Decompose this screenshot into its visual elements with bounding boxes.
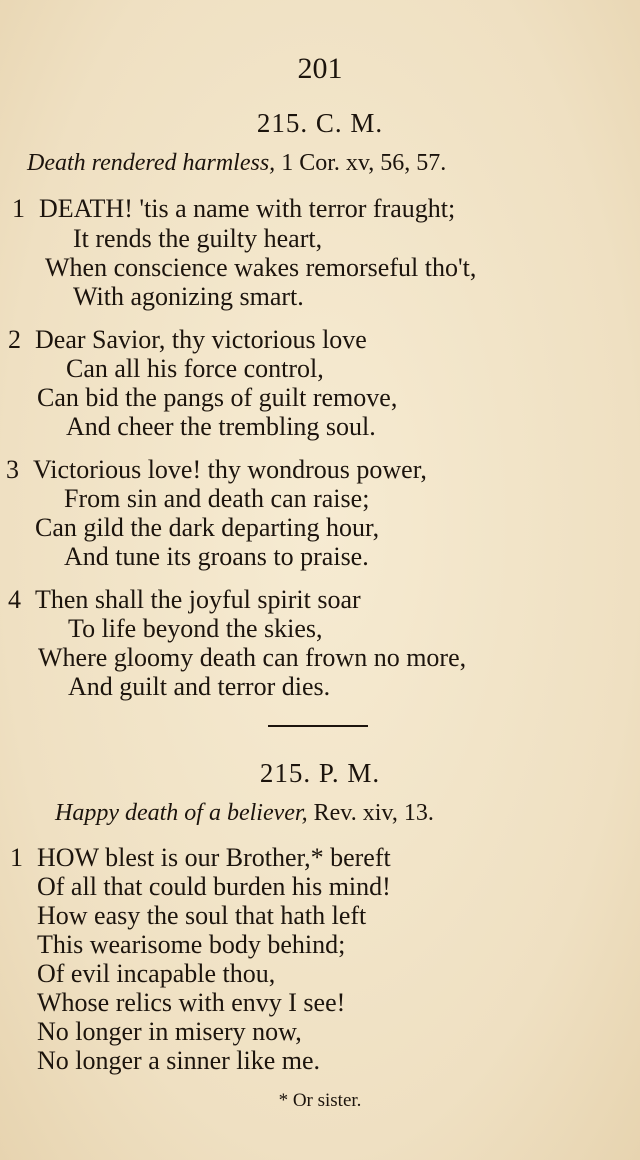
verse-number: 4 [8,585,21,614]
verse-number: 3 [6,455,19,484]
page-number: 201 [297,52,343,85]
verse-line: Can bid the pangs of guilt remove, [37,383,398,412]
hymn-2-reference: Rev. xiv, 13. [313,800,434,826]
verse-line: No longer a sinner like me. [37,1046,321,1075]
footnote: * Or sister. [278,1090,362,1111]
verse-line: No longer in misery now, [37,1017,302,1046]
hymn-1-subject: Death rendered harmless, [27,150,276,176]
hymn-2-subtitle [55,800,434,827]
verse-line: 1 DEATH! 'tis a name with terror fraught; [12,194,456,223]
verse-number: 1 [10,843,23,872]
verse-line: 4 Then shall the joyful spirit soar [8,585,361,614]
verse-line: How easy the soul that hath left [37,901,367,930]
verse-line: From sin and death can raise; [64,484,370,513]
verse-number: 1 [12,194,25,223]
verse-number: 2 [8,325,21,354]
verse-line: And cheer the trembling soul. [66,412,376,441]
verse-line: And tune its groans to praise. [64,542,369,571]
verse-line: When conscience wakes remorseful tho't, [45,253,477,282]
verse-line: It rends the guilty heart, [73,224,323,253]
verse-line: With agonizing smart. [73,282,304,311]
verse-line: And guilt and terror dies. [68,672,331,701]
verse-line: 1 HOW blest is our Brother,* bereft [10,843,391,872]
verse-line: 3 Victorious love! thy wondrous power, [6,455,427,484]
verse-line: Of evil incapable thou, [37,959,276,988]
hymn-1-heading: 215. C. M. [256,108,384,138]
section-divider [268,725,368,727]
verse-line: Can gild the dark departing hour, [35,513,380,542]
verse-line: Whose relics with envy I see! [37,988,346,1017]
verse-line: Where gloomy death can frown no more, [38,643,467,672]
verse-line: Can all his force control, [66,354,324,383]
verse-line: To life beyond the skies, [68,614,323,643]
verse-line: 2 Dear Savior, thy victorious love [8,325,367,354]
verse-line: Of all that could burden his mind! [37,872,391,901]
hymn-2-subject: Happy death of a believer, [55,800,308,826]
hymn-1-reference: 1 Cor. xv, 56, 57. [281,150,447,176]
hymn-2-heading: 215. P. M. [259,758,381,788]
hymn-1-subtitle [27,150,446,177]
verse-line: This wearisome body behind; [37,930,346,959]
